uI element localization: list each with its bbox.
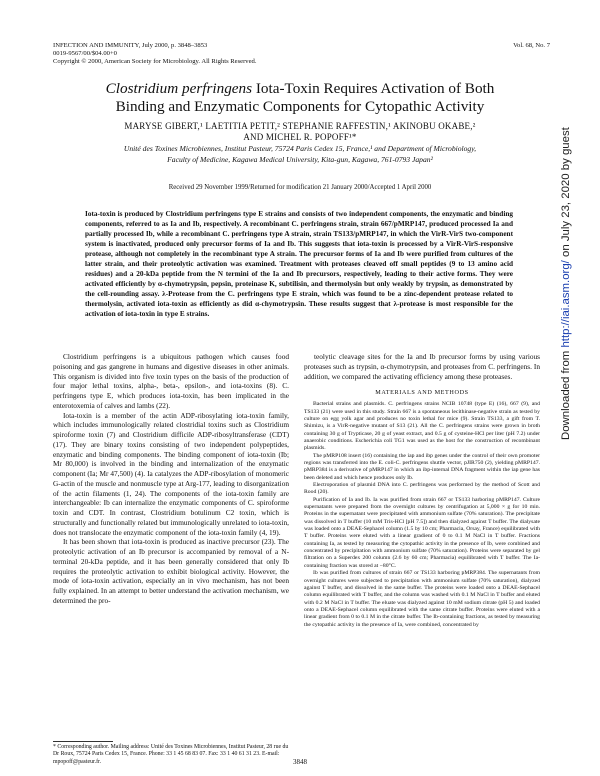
download-note-prefix: Downloaded from — [560, 347, 572, 440]
title-organism: Clostridium perfringens — [105, 80, 253, 97]
abstract: Iota-toxin is produced by Clostridium perfringens type E strains and consists of two independent components, the enzymatic and binding components, referred to as Ia and Ib, respectively. A recombinant C. perfringens strain, strain 667/pMRP147, produced processed Ia and partially processed Ib, while a recombinant C. perfringens type A strain, strain TS133/pMRP147, in which the VirR-VirS two-component system is inactivated, produced only precursor forms of Ia and Ib. This suggests that iota-toxin is processed by a VirR-VirS-responsive protease, although not completely in the recombinant type A strain. The precursor forms of Ia and Ib were purified from cultures of the latter strain, and their proteolytic activation was examined. Treatment with proteases cleaved off small peptides (9 to 13 amino acid residues) and a 20-kDa peptide from the N termini of the Ia and Ib precursors, respectively, leading to their active forms. They were activated efficiently by α-chymotrypsin, pepsin, proteinase K, subtilisin, and thermolysin but only weakly by trypsin, as demonstrated by the cell-rounding assay. λ-Protease from the C. perfringens type E strain, which was found to be a zinc-dependent protease related to thermolysin, activated iota-toxin as efficiently as did α-chymotrypsin. These results suggest that λ-protease is most responsible for the activation of iota-toxin in type E strains. — [85, 210, 513, 319]
download-note-suffix: on July 23, 2020 by guest — [560, 127, 572, 261]
received-dates: Received 29 November 1999/Returned for modification 21 January 2000/Accepted 1 April 2000 — [168, 184, 432, 191]
authors-line1: MARYSE GIBERT,¹ LAETITIA PETIT,² STEPHANIE RAFFESTIN,¹ AKINOBU OKABE,² — [124, 121, 476, 131]
issn-line: 0019-9567/00/$04.00+0 — [53, 50, 117, 57]
intro-paragraph-4: teolytic cleavage sites for the Ia and Ib precursor forms by using various proteases such as trypsin, α-chymotrypsin, and proteases from C. perfringens. In addition, we compared the activating efficiency among these proteases. — [304, 352, 540, 381]
intro-paragraph-1: Clostridium perfringens is a ubiquitous pathogen which causes food poisoning and gas gangrene in humans and digestive diseases in other animals. This organism is divided into five toxin types on the basis of the production of four major lethal toxins, alpha-, beta-, epsilon-, and iota-toxins (8). C. perfringens type E, which produces iota-toxin, has been implicated in the enterotoxemia of calves and lambs (22). — [53, 352, 289, 410]
corresponding-author-footnote: * Corresponding author. Mailing address: Unité des Toxines Microbiennes, Institut Pasteur, 28 rue du Dr Roux, 75724 Paris Cedex 15, France. Phone: 33 1 45 68 83 07. Fax: 33 1 40 61 31 23. E-mail: mpopoff@pasteur.fr. — [53, 744, 289, 765]
article-title — [60, 80, 540, 116]
page-number: 3848 — [293, 758, 307, 766]
footnote-divider — [53, 741, 113, 742]
section-heading: MATERIALS AND METHODS — [375, 389, 469, 397]
intro-paragraph-3: It has been shown that iota-toxin is produced as inactive precursor (23). The proteolytic activation of an Ib precursor is accompanied by removal of a N-terminal 20-kDa peptide, and it has been generally considered that only Ib requires the proteolytic activation to exhibit biological activity. However, the mode of iota-toxin activation, especially an in vivo mechanism, has not been fully explained. In an attempt to better understand the activation mechanism, we determined the pro- — [53, 537, 289, 605]
left-column — [53, 352, 289, 606]
intro-paragraph-2: Iota-toxin is a member of the actin ADP-ribosylating iota-toxin family, which includes immunologically related clostridial toxins such as Clostridium spiroforme toxin (7) and Clostridium difficile ADP-ribosyltransferase (CDT) (17). They are binary toxins consisting of two independent polypeptides, enzymatic and binding components. The binding component of iota-toxin (Ib; Mr 80,000) is involved in the binding and internalization of the enzymatic component (Ia; Mr 47,500) (4). Ia catalyzes the ADP-ribosylation of monomeric G-actin of the muscle and nonmuscle type at Arg-177, leading to disorganization of the actin filaments (1, 24). The components of the iota-toxin family are interchangeable: Ib can internalize the enzymatic components of C. spiroforme toxin and CDT. In contrast, Clostridium botulinum C2 toxin, which is structurally and functionally related but immunologically unrelated to iota-toxin, does not translocate the enzymatic component of the iota-toxin family (4, 19). — [53, 410, 289, 537]
affiliation — [60, 144, 540, 165]
download-source-link[interactable]: http://iai.asm.org/ — [560, 260, 572, 348]
author-list — [60, 121, 540, 143]
title-line2: Binding and Enzymatic Components for Cytopathic Activity — [115, 98, 485, 115]
volume-label: Vol. 68, No. 7 — [513, 42, 550, 49]
right-column — [304, 352, 540, 629]
methods-plasmids: The pMRP108 insert (16) containing the iap and ibp genes under the control of their own promoter regions was transferred into the E. coli-C. perfringens shuttle vector, pJIR750 (2), yielding pMRP147. pMRP384 is a derivative of pMRP147 in which an ibp-internal DNA fragment within the iap gene has been deleted and which hence produces only Ib. — [304, 452, 540, 481]
authors-line2: AND MICHEL R. POPOFF¹* — [243, 132, 357, 142]
affiliation-line1: Unité des Toxines Microbiennes, Institut Pasteur, 75724 Paris Cedex 15, France,¹ and Department of Microbiology, — [123, 144, 477, 153]
methods-purification-ia: Purification of Ia and Ib. Ia was purified from strain 667 or TS133 harboring pMRP147. Culture supernatants were prepared from the overnight cultures by centrifugation at 5,000 × g for 10 min. Proteins in the supernatant were precipitated with ammonium sulfate (70% saturation). The precipitate was dissolved in T buffer (10 mM Tris-HCl [pH 7.5]) and then dialyzed against T buffer. The dialysate was loaded onto a DEAE-Sephacel column (1.5 by 10 cm; Pharmacia, Orsay, France) equilibrated with T buffer. Proteins were eluted with a linear gradient of 0 to 0.1 M NaCl in T buffer. Fractions containing Ia, as tested by measuring the cytopathic activity in the presence of Ib, were combined and concentrated by precipitation with ammonium sulfate (70% saturation). Proteins were separated by gel filtration on a Superdex 200 column (2.6 by 60 cm; Pharmacia) equilibrated with T buffer. The Ia-containing fraction was stored at −80°C. — [304, 496, 540, 569]
methods-strains: Bacterial strains and plasmids. C. perfringens strains NCIB 10748 (type E) (16), 667 (9), and TS133 (21) were used in this study. Strain 667 is a spontaneous lecithinase-negative strain as tested by culture on egg yolk agar and produces no toxin lethal for mice (9). Strain TS133, a gift from T. Shimizu, is a VirR-negative mutant of S13 (21). All the C. perfringens strains were grown in broth containing 30 g of Trypticase, 20 g of yeast extract, and 0.5 g of cysteine-HCl per liter (pH 7.2) under anaerobic conditions. Escherichia coli TG1 was used as the host for the construction of recombinant plasmids. — [304, 401, 540, 452]
journal-citation: INFECTION AND IMMUNITY, July 2000, p. 3848–3853 — [53, 42, 208, 49]
methods-electroporation: Electroporation of plasmid DNA into C. perfringens was performed by the method of Scott and Rood (20). — [304, 482, 540, 496]
title-line1-rest: Iota-Toxin Requires Activation of Both — [252, 80, 495, 97]
methods-purification-ib: Ib was purified from cultures of strain 667 or TS133 harboring pMRP384. The supernatants from overnight cultures were subjected to precipitation with ammonium sulfate (70% saturation), dialyzed against T buffer, and dissolved in the same buffer. The proteins were loaded onto a DEAE-Sephacel column equilibrated with T buffer, and the column was washed with 0.1 M NaCl in T buffer and eluted with 0.2 M NaCl in T buffer. The eluate was dialyzed against 10 mM sodium citrate (pH 5) and loaded onto a DEAE-Sephacel column equilibrated with the same citrate buffer. Proteins were eluted with a linear gradient from 0 to 0.1 M in the citrate buffer. The Ib-containing fractions, as tested by measuring the cytopathic activity in the presence of Ia, were combined, concentrated by — [304, 570, 540, 628]
affiliation-line2: Faculty of Medicine, Kagawa Medical University, Kita-gun, Kagawa, 761-0793 Japan² — [167, 154, 433, 164]
copyright-line: Copyright © 2000, American Society for Microbiology. All Rights Reserved. — [53, 58, 257, 65]
journal-header — [53, 42, 353, 66]
